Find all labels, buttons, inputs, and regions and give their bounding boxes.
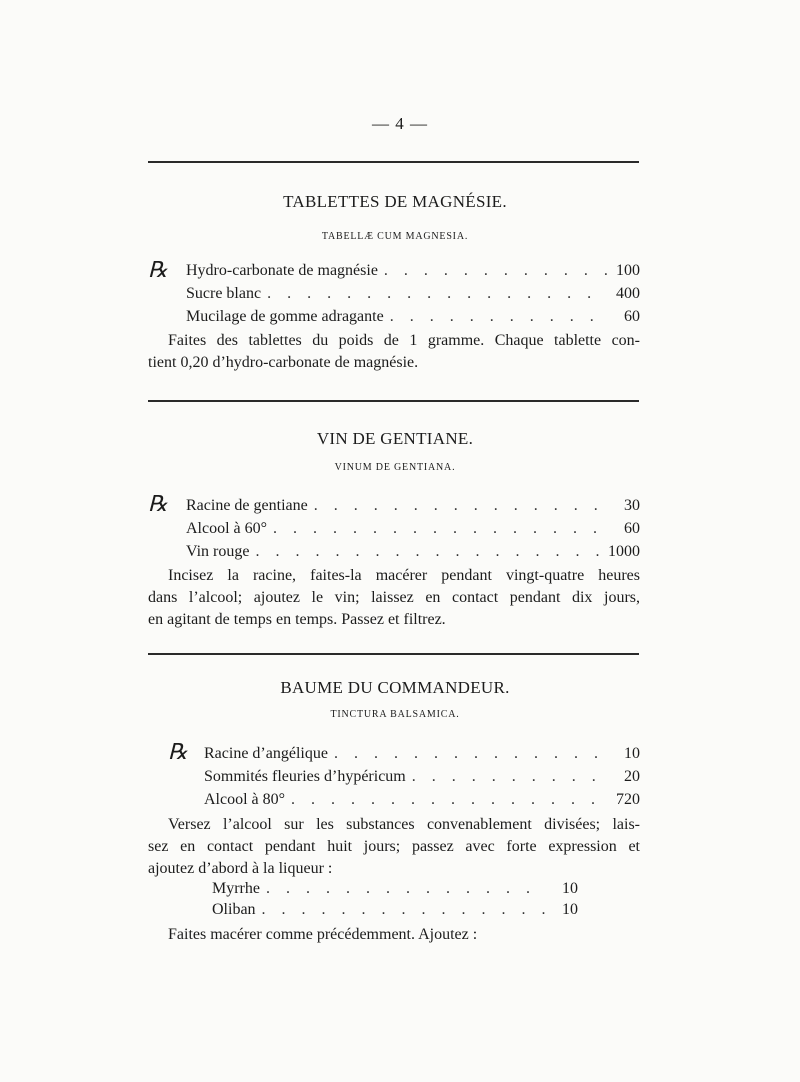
leader-dots bbox=[328, 745, 608, 763]
ingredient-row bbox=[186, 520, 640, 542]
recipe-symbol-icon: ℞ bbox=[148, 258, 168, 283]
instructions-paragraph bbox=[148, 565, 640, 631]
leader-dots bbox=[308, 497, 608, 515]
text-line: Faites macérer comme précédemment. Ajoutez : bbox=[168, 926, 478, 943]
leader-dots bbox=[260, 880, 546, 898]
section-subtitle: TABELLÆ CUM MAGNESIA. bbox=[321, 231, 469, 242]
text-line: dans l’alcool; ajoutez le vin; laissez en contact pendant dix jours, bbox=[148, 589, 640, 606]
text-line: ajoutez d’abord à la liqueur : bbox=[148, 860, 333, 877]
section-title: BAUME DU COMMANDEUR. bbox=[280, 678, 510, 697]
leader-dots bbox=[261, 285, 608, 303]
text-line: tient 0,20 d’hydro-carbonate de magnésie. bbox=[148, 354, 419, 371]
ingredient-quantity: 1000 bbox=[608, 543, 640, 560]
ingredient-name: Racine de gentiane bbox=[186, 497, 308, 514]
ingredient-quantity: 720 bbox=[616, 791, 640, 808]
ingredient-row bbox=[204, 745, 640, 767]
ingredient-quantity: 400 bbox=[616, 285, 640, 302]
section-title: TABLETTES DE MAGNÉSIE. bbox=[283, 192, 507, 211]
leader-dots bbox=[384, 308, 608, 326]
recipe-symbol-icon: ℞ bbox=[148, 492, 168, 517]
ingredient-quantity: 60 bbox=[624, 520, 640, 537]
ingredient-name: Vin rouge bbox=[186, 543, 250, 560]
ingredient-quantity: 30 bbox=[624, 497, 640, 514]
ingredient-row bbox=[186, 285, 640, 307]
ingredient-name: Mucilage de gomme adragante bbox=[186, 308, 384, 325]
ingredient-name: Oliban bbox=[212, 901, 256, 918]
ingredient-row bbox=[204, 791, 640, 813]
ingredient-quantity: 100 bbox=[616, 262, 640, 279]
ingredient-quantity: 10 bbox=[562, 880, 578, 897]
ingredient-name: Myrrhe bbox=[212, 880, 260, 897]
ingredient-row bbox=[212, 880, 578, 902]
leader-dots bbox=[256, 901, 546, 919]
leader-dots bbox=[285, 791, 608, 809]
leader-dots bbox=[267, 520, 608, 538]
section-subtitle: TINCTURA BALSAMICA. bbox=[330, 709, 460, 720]
ingredient-row bbox=[186, 308, 640, 330]
leader-dots bbox=[249, 543, 600, 561]
ingredient-quantity: 10 bbox=[562, 901, 578, 918]
ingredient-row bbox=[212, 901, 578, 923]
ingredient-quantity: 10 bbox=[624, 745, 640, 762]
ingredient-name: Alcool à 80° bbox=[204, 791, 286, 808]
text-line: Faites des tablettes du poids de 1 gramme. Chaque tablette con- bbox=[168, 332, 640, 349]
ingredient-name: Sucre blanc bbox=[186, 285, 262, 302]
ingredient-row bbox=[186, 262, 640, 284]
ingredient-row bbox=[186, 543, 640, 565]
text-line: Versez l’alcool sur les substances convenablement divisées; lais- bbox=[168, 816, 640, 833]
ingredient-quantity: 20 bbox=[624, 768, 640, 785]
ingredient-name: Racine d’angélique bbox=[204, 745, 328, 762]
instructions-paragraph bbox=[148, 330, 640, 374]
instructions-paragraph bbox=[148, 814, 640, 880]
section-divider bbox=[148, 653, 639, 655]
recipe-symbol-icon: ℞ bbox=[168, 740, 188, 765]
ingredient-name: Sommités fleuries d’hypéricum bbox=[204, 768, 406, 785]
text-line: Incisez la racine, faites-la macérer pendant vingt-quatre heures bbox=[168, 567, 640, 584]
section-subtitle: VINUM DE GENTIANA. bbox=[334, 462, 456, 473]
ingredient-name: Alcool à 60° bbox=[186, 520, 268, 537]
leader-dots bbox=[378, 262, 608, 280]
closing-line bbox=[168, 924, 640, 946]
page-number: — 4 — bbox=[372, 114, 428, 133]
text-line: sez en contact pendant huit jours; passez avec forte expression et bbox=[148, 838, 640, 855]
ingredient-row bbox=[186, 497, 640, 519]
section-divider bbox=[148, 161, 639, 163]
section-divider bbox=[148, 400, 639, 402]
ingredient-row bbox=[204, 768, 640, 790]
ingredient-name: Hydro-carbonate de magnésie bbox=[186, 262, 378, 279]
ingredient-quantity: 60 bbox=[624, 308, 640, 325]
text-line: en agitant de temps en temps. Passez et filtrez. bbox=[148, 611, 446, 628]
section-title: VIN DE GENTIANE. bbox=[316, 429, 474, 448]
leader-dots bbox=[406, 768, 608, 786]
